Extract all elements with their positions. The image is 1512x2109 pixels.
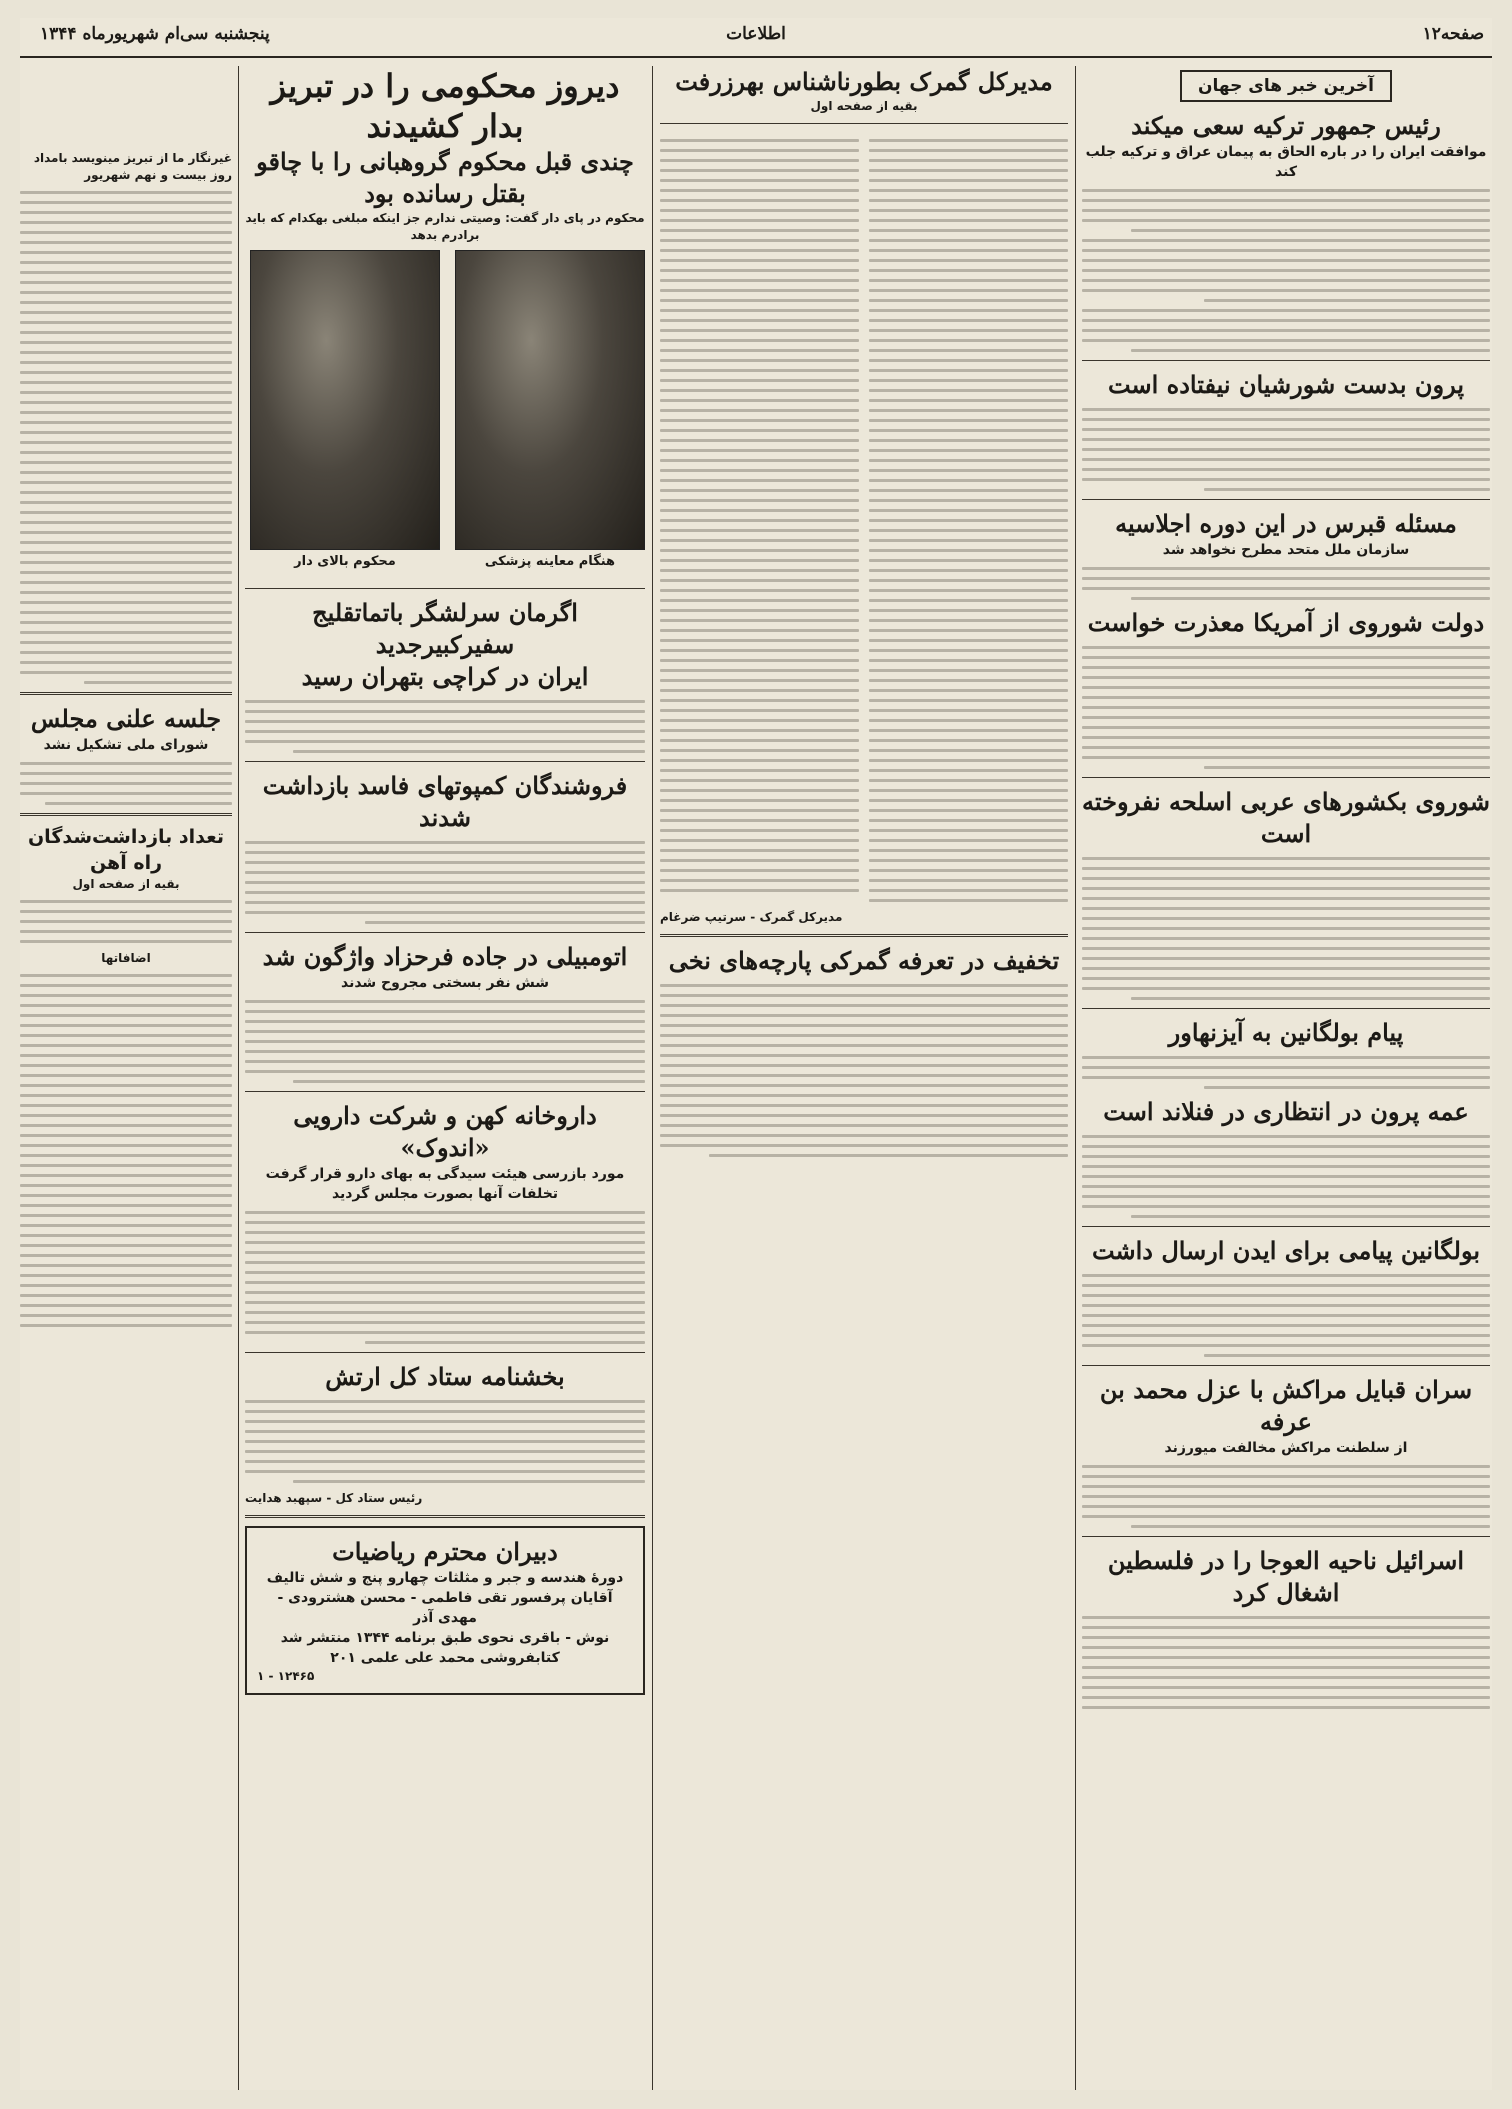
article-body — [1082, 1056, 1490, 1089]
main-headline-2: چندی قبل محکوم گروهبانی را با چاقو بقتل رسانده بود — [256, 147, 634, 208]
main-subheadline: محکوم در پای دار گفت: وصیتی ندارم جز اینکه مبلغی بهکدام که باید برادرم بدهد — [245, 211, 645, 242]
subheadline: مورد بازرسی هیئت سیدگی به بهای دارو قرار گرفت — [265, 1166, 625, 1182]
headline: جلسه علنی مجلس — [30, 704, 222, 733]
continued-note: بقیه از صفحه اول — [72, 877, 180, 891]
page-number: صفحه۱۲ — [1422, 24, 1484, 44]
article-body — [245, 700, 645, 753]
article-body — [660, 132, 859, 909]
subheadline: از سلطنت مراکش مخالفت میورزند — [1164, 1440, 1408, 1456]
article-body — [245, 1211, 645, 1344]
headline: تخفیف در تعرفه گمرکی پارچه‌های نخی — [668, 946, 1060, 975]
signature: مدیرکل گمرک - سرتیپ ضرغام — [660, 910, 843, 924]
newspaper-name: اطلاعات — [726, 24, 786, 44]
article-body — [20, 191, 232, 684]
article-body — [1082, 646, 1490, 769]
article-body — [1082, 1465, 1490, 1528]
headline: اسرائیل ناحیه العوجا را در فلسطین اشغال کرد — [1107, 1546, 1465, 1607]
subheadline: سازمان ملل متحد مطرح نخواهد شد — [1162, 542, 1410, 558]
photo-block — [245, 250, 645, 580]
headline: فروشندگان کمپوتهای فاسد بازداشت شدند — [262, 771, 628, 832]
column-rule — [1075, 66, 1076, 2090]
ad-line: نوش - باقری نحوی طبق برنامه ۱۳۴۴ منتشر شد — [280, 1630, 610, 1646]
headline: سران قبایل مراکش با عزل محمد بن عرفه — [1099, 1375, 1473, 1436]
headline: عمه پرون در انتظاری در فنلاند است — [1103, 1097, 1469, 1126]
photo-caption: هنگام معاینه پزشکی — [484, 554, 616, 569]
main-headline: دیروز محکومی را در تبریز بدار کشیدند — [270, 67, 620, 145]
ad-code: ۱۲۴۶۵ - ۱ — [257, 1669, 315, 1683]
column-customs — [660, 66, 1068, 2090]
section-kicker: آخرین خبر های جهان — [1180, 70, 1392, 102]
headline: اگرمان سرلشگر باتماتقلیج سفیرکبیرجدید — [312, 598, 578, 659]
column-rule — [238, 66, 239, 2090]
photo-medical-exam — [455, 250, 645, 550]
ad-title: دبیران محترم ریاضیات — [332, 1537, 558, 1566]
article-body — [20, 974, 232, 1327]
article-body — [20, 762, 232, 805]
photo-caption: محکوم بالای دار — [294, 554, 396, 569]
subheadline-2: تخلفات آنها بصورت مجلس گردید — [331, 1186, 559, 1202]
column-left — [20, 66, 232, 2090]
article-body — [245, 1400, 645, 1483]
continued-note: بقیه از صفحه اول — [810, 99, 918, 113]
signature: رئیس ستاد کل - سپهبد هدایت — [245, 1491, 423, 1505]
folio-bar — [20, 18, 1492, 58]
headline: پیام بولگانین به آیزنهاور — [1168, 1018, 1404, 1047]
advertisement — [245, 1526, 645, 1695]
headline: مسئله قبرس در این دوره اجلاسیه — [1115, 509, 1457, 538]
photo-gallows — [250, 250, 440, 550]
column-city-news — [245, 66, 645, 2090]
article-body — [1082, 567, 1490, 600]
headline: شوروی بکشورهای عربی اسلحه نفروخته است — [1082, 787, 1490, 848]
article-body — [869, 132, 1068, 909]
column-world-news — [1082, 66, 1490, 2090]
article-body — [1082, 857, 1490, 1000]
ad-authors: آقایان پرفسور تقی فاطمی - محسن هشترودی - مهدی آذر — [277, 1590, 613, 1626]
article-body — [20, 900, 232, 943]
headline: دولت شوروی از آمریکا معذرت خواست — [1087, 608, 1485, 637]
subheadline: شورای ملی تشکیل نشد — [43, 737, 209, 753]
ad-body: دورهٔ هندسه و جبر و مثلثات چهارو پنج و شش تالیف — [266, 1570, 624, 1586]
headline: بولگانین پیامی برای ایدن ارسال داشت — [1091, 1236, 1481, 1265]
headline-line2: ایران در کراچی بتهران رسید — [301, 662, 589, 691]
subheading: اضافاتها — [101, 951, 151, 965]
headline: تعداد بازداشت‌شدگان راه آهن — [27, 826, 225, 874]
article-body — [1082, 1274, 1490, 1357]
headline: بخشنامه ستاد کل ارتش — [325, 1362, 565, 1391]
subheadline: شش نفر بسختی مجروح شدند — [340, 975, 550, 991]
article-body — [1082, 189, 1490, 352]
subheadline: موافقت ایران را در باره الحاق به پیمان عراق و ترکیه جلب کند — [1085, 144, 1487, 180]
article-body — [1082, 1616, 1490, 1709]
ad-shop: کتابفروشی محمد علی علمی ۲۰۱ — [330, 1650, 560, 1666]
headline: پرون بدست شورشیان نیفتاده است — [1107, 370, 1465, 399]
column-rule — [652, 66, 653, 2090]
headline: اتومبیلی در جاده فرحزاد واژگون شد — [262, 942, 628, 971]
issue-date: پنجشنبه سی‌ام شهریورماه ۱۳۴۴ — [40, 24, 270, 44]
article-body — [660, 984, 1068, 1157]
lead-text: غیرنگار ما از تبریز مینویسد بامداد روز بیست و نهم شهریور — [33, 151, 232, 182]
headline: مدیرکل گمرک بطورناشناس بهرزرفت — [675, 67, 1053, 96]
headline: رئیس جمهور ترکیه سعی میکند — [1131, 111, 1441, 140]
article-body — [1082, 408, 1490, 491]
article-body — [245, 841, 645, 924]
article-body — [1082, 1135, 1490, 1218]
headline: داروخانه کهن و شرکت دارویی «اندوک» — [293, 1101, 597, 1162]
article-body — [245, 1000, 645, 1083]
newspaper-page — [20, 18, 1492, 2090]
